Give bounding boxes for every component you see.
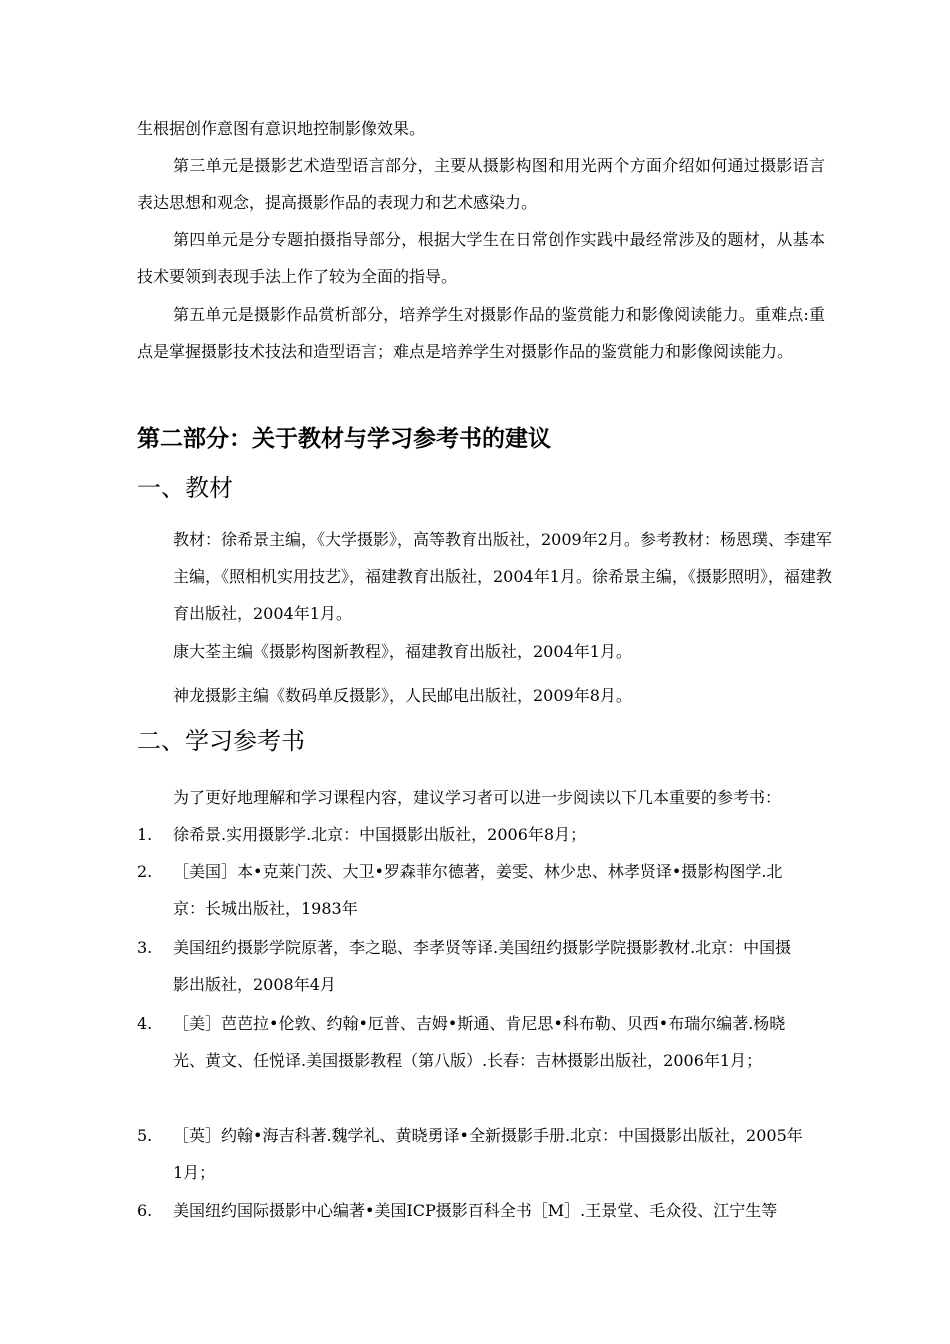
reference-text: 美国纽约国际摄影中心编著•美国ICP摄影百科全书［M］.王景堂、毛众役、江宁生等 [173,1201,778,1220]
textbook-paragraph-3: 神龙摄影主编《数码单反摄影》，人民邮电出版社，2009年8月。 [173,686,632,705]
reference-number: 1. [137,825,153,844]
reference-text: 美国纽约摄影学院原著，李之聪、李孝贤等译.美国纽约摄影学院摄影教材.北京：中国摄影出版社，2008年4月 [173,938,792,994]
reference-text: ［英］约翰•海吉科著.魏学礼、黄晓勇译•全新摄影手册.北京：中国摄影出版社，2005年1月； [173,1126,803,1182]
unit5-paragraph: 第五单元是摄影作品赏析部分，培养学生对摄影作品的鉴赏能力和影像阅读能力。重难点:重点是掌握摄影技术技法和造型语言；难点是培养学生对摄影作品的鉴赏能力和影像阅读能力。 [137,305,825,361]
textbook-heading: 一、教材 [137,474,233,502]
part2-title: 第二部分：关于教材与学习参考书的建议 [137,426,551,452]
unit3-paragraph: 第三单元是摄影艺术造型语言部分，主要从摄影构图和用光两个方面介绍如何通过摄影语言表达思想和观念，提高摄影作品的表现力和艺术感染力。 [137,156,825,212]
unit4-paragraph: 第四单元是分专题拍摄指导部分，根据大学生在日常创作实践中最经常涉及的题材，从基本技术要领到表现手法上作了较为全面的指导。 [137,230,825,286]
reference-number: 6. [137,1201,153,1220]
reference-text: ［美国］本•克莱门茨、大卫•罗森菲尔德著，姜雯、林少忠、林孝贤译•摄影构图学.北京：长城出版社，1983年 [173,862,783,918]
reference-text: 徐希景.实用摄影学.北京：中国摄影出版社，2006年8月； [173,825,587,844]
refs-heading: 二、学习参考书 [137,727,305,755]
reference-number: 3. [137,938,153,957]
intro-line: 生根据创作意图有意识地控制影像效果。 [137,119,426,138]
reference-text: ［美］芭芭拉•伦敦、约翰•厄普、吉姆•斯通、肯尼思•科布勒、贝西•布瑞尔编著.杨晓光、黄文、任悦译.美国摄影教程（第八版）.长春：吉林摄影出版社，2006年1月； [173,1014,786,1070]
refs-intro: 为了更好地理解和学习课程内容，建议学习者可以进一步阅读以下几本重要的参考书： [173,788,782,807]
textbook-paragraph-2: 康大荃主编《摄影构图新教程》，福建教育出版社，2004年1月。 [173,642,632,661]
reference-number: 4. [137,1014,153,1033]
textbook-paragraph: 教材：徐希景主编，《大学摄影》，高等教育出版社，2009年2月。参考教材：杨恩璞、李建军主编，《照相机实用技艺》，福建教育出版社，2004年1月。徐希景主编，《摄影照明》，福建教育出版社，2004年1月。 [173,530,832,623]
reference-number: 5. [137,1126,153,1145]
reference-number: 2. [137,862,153,881]
